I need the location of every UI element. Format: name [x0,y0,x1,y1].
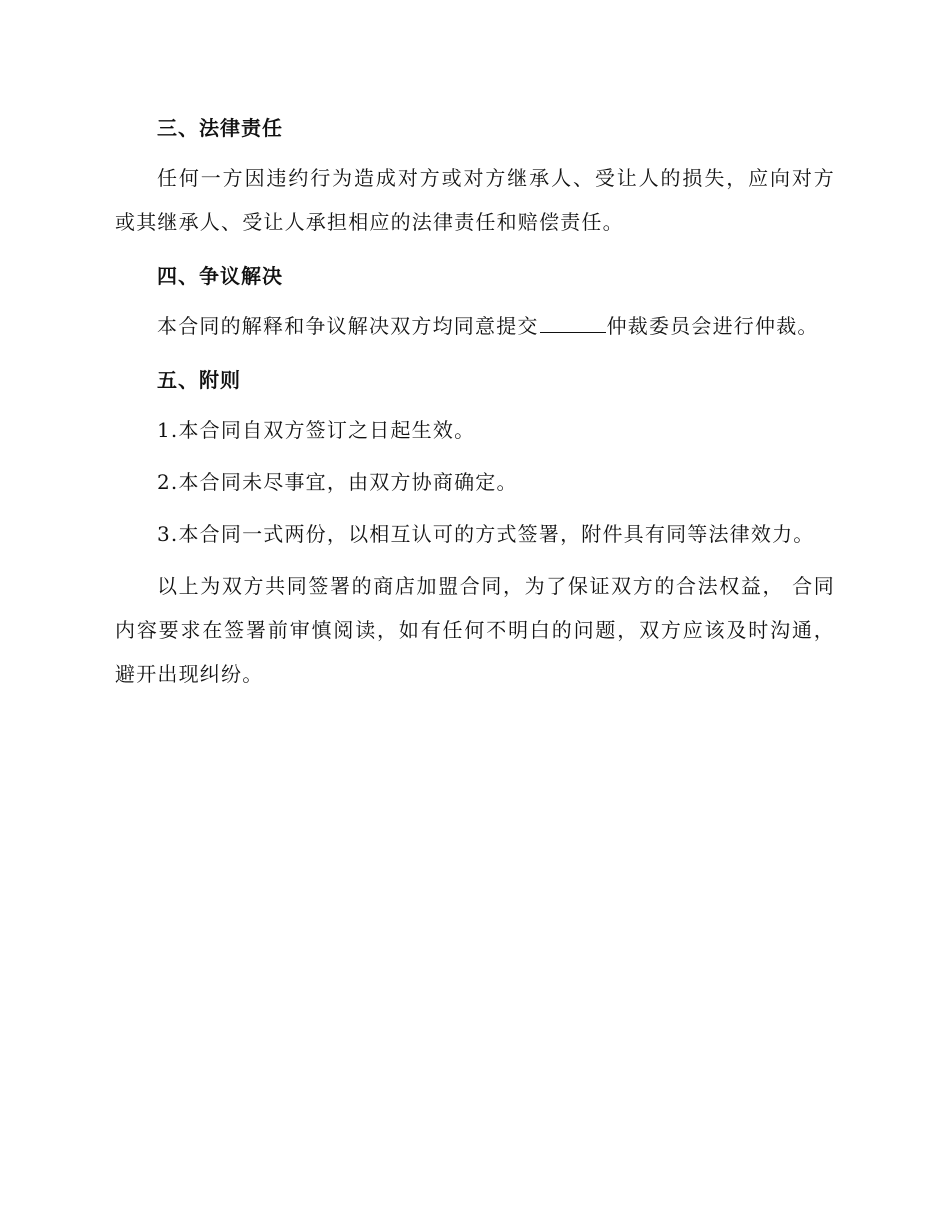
dispute-text-after: 仲裁委员会进行仲裁。 [606,314,819,338]
section-heading-liability: 三、法律责任 [157,116,283,140]
section-heading-annex: 五、附则 [157,368,241,392]
arbitration-blank-line [540,314,606,333]
section-heading-dispute: 四、争议解决 [157,264,283,288]
document-body [115,108,835,696]
annex-item-1: 1.本合同自双方签订之日起生效。 [157,418,476,442]
dispute-text-before: 本合同的解释和争议解决双方均同意提交 [157,314,539,338]
closing-paragraph: 以上为双方共同签署的商店加盟合同，为了保证双方的合法权益， 合同内容要求在签署前审慎阅读，如有任何不明白的问题，双方应该及时沟通，避开出现纠纷。 [115,574,835,686]
annex-item-2: 2.本合同未尽事宜，由双方协商确定。 [157,470,518,494]
annex-item-3: 3.本合同一式两份，以相互认可的方式签署，附件具有同等法律效力。 [157,522,815,546]
liability-paragraph: 任何一方因违约行为造成对方或对方继承人、受让人的损失，应向对方或其继承人、受让人承担相应的法律责任和赔偿责任。 [115,166,835,234]
dispute-paragraph [115,304,835,348]
